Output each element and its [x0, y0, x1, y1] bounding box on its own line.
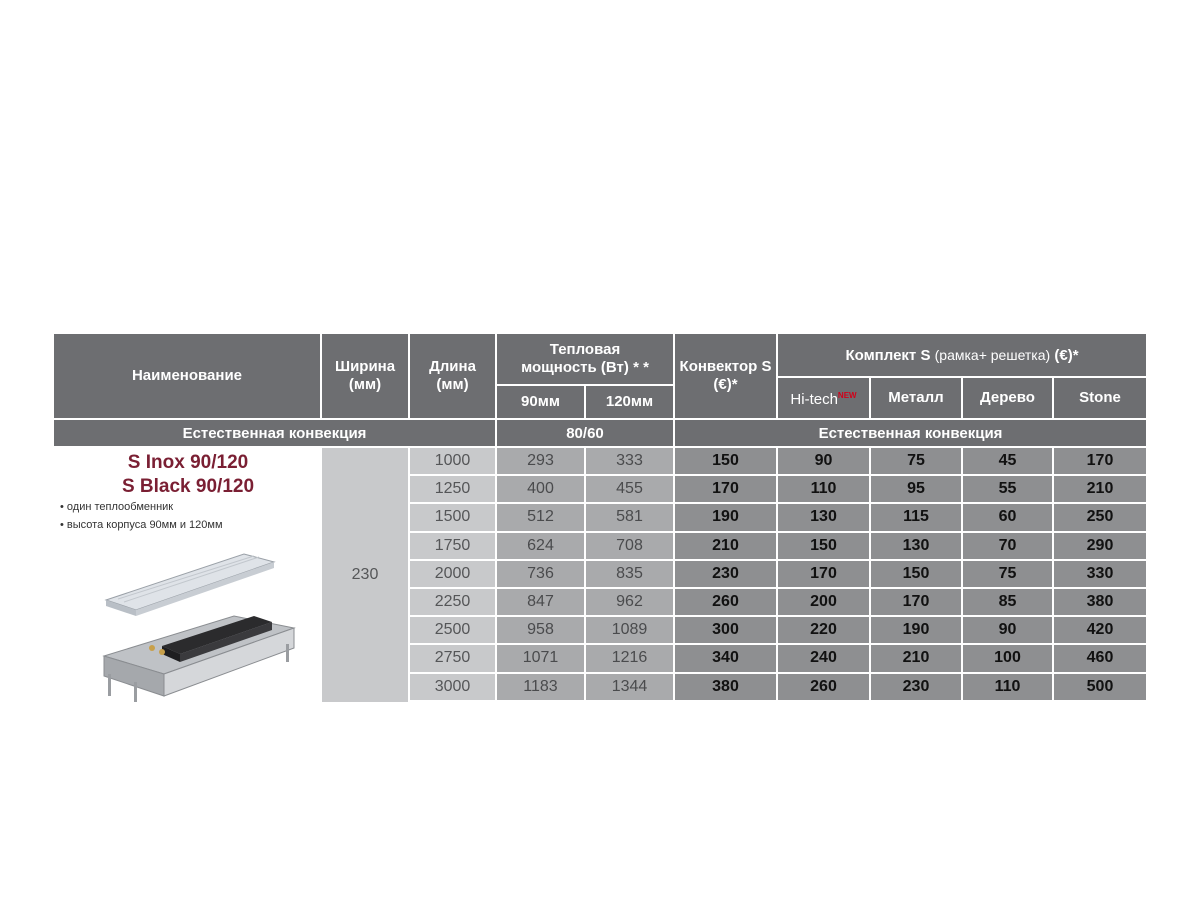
stone-price-cell: 460 [1054, 645, 1146, 673]
new-badge: NEW [837, 391, 857, 400]
length-cell: 3000 [410, 674, 497, 702]
hitech-price-cell: 240 [778, 645, 871, 673]
header-name: Наименование [54, 334, 322, 420]
price-table [54, 334, 1146, 702]
length-cell: 2750 [410, 645, 497, 673]
hitech-price-cell: 170 [778, 561, 871, 589]
header-power-90: 90мм [497, 386, 586, 420]
wood-price-cell: 75 [963, 561, 1054, 589]
power-90-cell: 958 [497, 617, 586, 645]
header-length: Длина (мм) [410, 334, 497, 420]
convector-price-cell: 300 [675, 617, 778, 645]
wood-price-cell: 85 [963, 589, 1054, 617]
wood-price-cell: 110 [963, 674, 1054, 702]
hitech-price-cell: 220 [778, 617, 871, 645]
stone-price-cell: 500 [1054, 674, 1146, 702]
stone-price-cell: 290 [1054, 533, 1146, 561]
length-cell: 1500 [410, 504, 497, 532]
header-power-120: 120мм [586, 386, 675, 420]
wood-price-cell: 70 [963, 533, 1054, 561]
power-90-cell: 400 [497, 476, 586, 504]
convector-price-cell: 170 [675, 476, 778, 504]
hitech-price-cell: 150 [778, 533, 871, 561]
convector-price-cell: 380 [675, 674, 778, 702]
product-panel [54, 448, 322, 702]
stone-price-cell: 210 [1054, 476, 1146, 504]
metal-price-cell: 95 [871, 476, 963, 504]
bullet-item-exchanger: • один теплообменник [60, 501, 174, 513]
hitech-price-cell: 110 [778, 476, 871, 504]
floor-convector-image [54, 536, 322, 706]
header-hitech: Hi-tech$^{NEW}$ [778, 378, 871, 420]
length-cell: 1000 [410, 448, 497, 476]
stone-price-cell: 330 [1054, 561, 1146, 589]
metal-price-cell: 115 [871, 504, 963, 532]
header-stone: Stone [1054, 378, 1146, 420]
power-120-cell: 1089 [586, 617, 675, 645]
convector-price-cell: 260 [675, 589, 778, 617]
header-kit: Комплект S (рамка+ решетка) (€)* [778, 334, 1146, 378]
hitech-price-cell: 90 [778, 448, 871, 476]
metal-price-cell: 210 [871, 645, 963, 673]
convector-price-cell: 340 [675, 645, 778, 673]
power-90-cell: 847 [497, 589, 586, 617]
metal-price-cell: 150 [871, 561, 963, 589]
power-90-cell: 1183 [497, 674, 586, 702]
metal-price-cell: 130 [871, 533, 963, 561]
power-120-cell: 962 [586, 589, 675, 617]
metal-price-cell: 75 [871, 448, 963, 476]
product-title-inox: S Inox 90/120 [127, 452, 249, 473]
power-90-cell: 293 [497, 448, 586, 476]
power-90-cell: 512 [497, 504, 586, 532]
power-90-cell: 1071 [497, 645, 586, 673]
subheader-left: Естественная конвекция [54, 420, 497, 446]
hitech-price-cell: 130 [778, 504, 871, 532]
metal-price-cell: 190 [871, 617, 963, 645]
length-cell: 1250 [410, 476, 497, 504]
wood-price-cell: 100 [963, 645, 1054, 673]
power-120-cell: 1344 [586, 674, 675, 702]
power-120-cell: 835 [586, 561, 675, 589]
wood-price-cell: 90 [963, 617, 1054, 645]
hitech-price-cell: 200 [778, 589, 871, 617]
wood-price-cell: 45 [963, 448, 1054, 476]
header-convector: Конвектор S (€)* [675, 334, 778, 420]
header-metal: Металл [871, 378, 963, 420]
metal-price-cell: 170 [871, 589, 963, 617]
power-120-cell: 708 [586, 533, 675, 561]
power-120-cell: 333 [586, 448, 675, 476]
power-120-cell: 1216 [586, 645, 675, 673]
stone-price-cell: 380 [1054, 589, 1146, 617]
width-cell: 230 [322, 448, 410, 702]
length-cell: 2500 [410, 617, 497, 645]
wood-price-cell: 60 [963, 504, 1054, 532]
subheader-right: Естественная конвекция [675, 420, 1146, 446]
metal-price-cell: 230 [871, 674, 963, 702]
header-width: Ширина (мм) [322, 334, 410, 420]
length-cell: 2000 [410, 561, 497, 589]
stone-price-cell: 420 [1054, 617, 1146, 645]
product-title-black: S Black 90/120 [121, 476, 255, 497]
power-90-cell: 624 [497, 533, 586, 561]
power-120-cell: 581 [586, 504, 675, 532]
bullet-item-height: • высота корпуса 90мм и 120мм [60, 519, 223, 531]
subheader-mid: 80/60 [497, 420, 675, 446]
power-90-cell: 736 [497, 561, 586, 589]
hitech-price-cell: 260 [778, 674, 871, 702]
header-wood: Дерево [963, 378, 1054, 420]
wood-price-cell: 55 [963, 476, 1054, 504]
convector-price-cell: 230 [675, 561, 778, 589]
length-cell: 1750 [410, 533, 497, 561]
convector-price-cell: 190 [675, 504, 778, 532]
stone-price-cell: 250 [1054, 504, 1146, 532]
power-120-cell: 455 [586, 476, 675, 504]
length-cell: 2250 [410, 589, 497, 617]
stone-price-cell: 170 [1054, 448, 1146, 476]
convector-price-cell: 150 [675, 448, 778, 476]
header-power: Тепловая мощность (Вт) * * [497, 334, 675, 386]
convector-price-cell: 210 [675, 533, 778, 561]
